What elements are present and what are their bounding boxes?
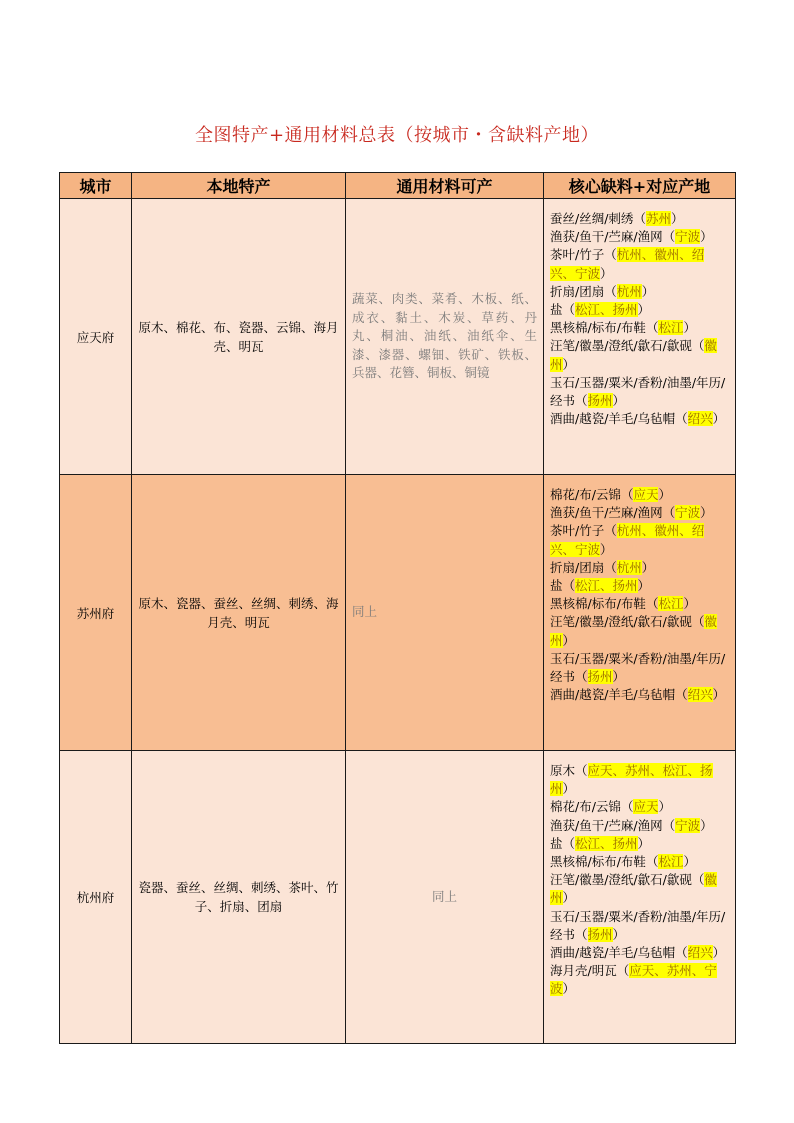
city-cell: 苏州府 (60, 475, 132, 751)
shortage-materials: 折扇/团扇 (550, 283, 605, 299)
shortage-materials: 蚕丝/丝绸/刺绣 (550, 211, 634, 226)
shortage-item: 海月壳/明瓦（应天、苏州、宁波） (550, 963, 717, 997)
shortage-materials: 茶叶/竹子 (550, 247, 605, 263)
header-city: 城市 (60, 173, 132, 199)
shortage-source: 杭州、徽州、绍兴、宁波 (550, 247, 705, 281)
shortage-source: 宁波 (675, 505, 701, 521)
shortage-materials: 茶叶/竹子 (550, 523, 605, 539)
shortage-item: 玉石/玉器/粟米/香粉/油墨/年历/经书（扬州） (550, 374, 726, 409)
shortage-source: 松江 (658, 596, 684, 612)
city-cell: 应天府 (60, 199, 132, 475)
shortage-item: 棉花/布/云锦（应天） (550, 799, 671, 815)
shortage-source: 宁波 (675, 229, 701, 245)
shortage-source: 应天、苏州、松江、扬州 (550, 763, 713, 797)
shortage-source: 松江、扬州 (575, 302, 638, 318)
shortages-cell (544, 475, 736, 751)
shortage-source: 应天 (633, 799, 659, 815)
shortage-materials: 海月壳/明瓦 (550, 963, 617, 979)
table-row (60, 751, 736, 1044)
shortage-materials: 原木 (550, 763, 576, 778)
shortage-materials: 棉花/布/云锦 (550, 799, 621, 815)
shortage-item: 渔获/鱼干/苎麻/渔网（宁波） (550, 229, 713, 245)
shortage-materials: 汪笔/徽墨/澄纸/歙石/歙砚 (550, 338, 692, 354)
shortage-item: 玉石/玉器/粟米/香粉/油墨/年历/经书（扬州） (550, 650, 726, 685)
shortage-source: 松江 (658, 320, 684, 336)
shortage-materials: 玉石/玉器/粟米/香粉/油墨/年历/经书 (550, 374, 726, 409)
specialty-cell: 原木、瓷器、蚕丝、丝绸、刺绣、海月壳、明瓦 (132, 475, 346, 751)
shortage-materials: 黑核棉/标布/布鞋 (550, 854, 646, 870)
shortage-item: 汪笔/徽墨/澄纸/歙石/歙砚（徽州） (550, 872, 717, 906)
table-row (60, 199, 736, 475)
shortage-source: 应天 (633, 487, 659, 502)
shortage-materials: 汪笔/徽墨/澄纸/歙石/歙砚 (550, 872, 692, 888)
shortage-materials: 酒曲/越瓷/羊毛/乌毡帽 (550, 687, 676, 703)
specialty-table (59, 172, 736, 1044)
shortage-materials: 玉石/玉器/粟米/香粉/油墨/年历/经书 (550, 650, 726, 685)
document-title: 全图特产+通用材料总表（按城市・含缺料产地） (194, 125, 600, 146)
shortage-source: 徽州 (550, 614, 717, 648)
shortage-materials: 渔获/鱼干/苎麻/渔网 (550, 505, 663, 521)
shortage-item: 渔获/鱼干/苎麻/渔网（宁波） (550, 505, 713, 521)
shortage-item: 黑核棉/标布/布鞋（松江） (550, 320, 696, 336)
shortage-materials: 酒曲/越瓷/羊毛/乌毡帽 (550, 945, 676, 961)
shortage-source: 杭州、徽州、绍兴、宁波 (550, 523, 705, 557)
table-row (60, 475, 736, 751)
shortage-materials: 黑核棉/标布/布鞋 (550, 596, 646, 612)
shortage-materials: 盐 (550, 835, 563, 851)
shortage-materials: 盐 (550, 578, 563, 594)
header-shortages: 核心缺料+对应产地 (544, 173, 736, 199)
specialty-cell: 原木、棉花、布、瓷器、云锦、海月壳、明瓦 (132, 199, 346, 475)
shortage-source: 徽州 (550, 338, 717, 372)
shortage-source: 绍兴 (687, 687, 713, 703)
shortage-source: 松江 (658, 854, 684, 870)
shortage-source: 杭州 (616, 559, 642, 575)
shortage-materials: 盐 (550, 302, 563, 318)
shortage-item: 原木（应天、苏州、松江、扬州） (550, 763, 713, 797)
shortage-item: 棉花/布/云锦（应天） (550, 487, 671, 502)
shortage-source: 宁波 (675, 817, 701, 833)
shortage-materials: 黑核棉/标布/布鞋 (550, 320, 646, 336)
shortage-item: 酒曲/越瓷/羊毛/乌毡帽（绍兴） (550, 945, 726, 961)
shortage-materials: 酒曲/越瓷/羊毛/乌毡帽 (550, 411, 676, 427)
shortage-item: 茶叶/竹子（杭州、徽州、绍兴、宁波） (550, 523, 705, 557)
shortage-item: 玉石/玉器/粟米/香粉/油墨/年历/经书（扬州） (550, 908, 726, 942)
shortage-source: 杭州 (616, 283, 642, 299)
shortage-materials: 玉石/玉器/粟米/香粉/油墨/年历/经书 (550, 908, 726, 942)
shortage-item: 黑核棉/标布/布鞋（松江） (550, 854, 696, 870)
shortage-item: 酒曲/越瓷/羊毛/乌毡帽（绍兴） (550, 687, 726, 703)
shortage-source: 松江、扬州 (575, 835, 638, 851)
header-general-materials: 通用材料可产 (346, 173, 544, 199)
shortages-cell (544, 199, 736, 475)
shortage-item: 盐（松江、扬州） (550, 302, 651, 318)
general-materials-cell: 同上 (346, 475, 544, 751)
shortage-source: 徽州 (550, 872, 717, 906)
specialty-cell: 瓷器、蚕丝、丝绸、刺绣、茶叶、竹子、折扇、团扇 (132, 751, 346, 1044)
shortage-source: 扬州 (587, 926, 613, 942)
shortage-item: 盐（松江、扬州） (550, 578, 651, 594)
shortage-item: 蚕丝/丝绸/刺绣（苏州） (550, 211, 684, 226)
shortage-item: 汪笔/徽墨/澄纸/歙石/歙砚（徽州） (550, 614, 717, 648)
shortage-item: 黑核棉/标布/布鞋（松江） (550, 596, 696, 612)
shortage-source: 扬州 (587, 669, 613, 685)
shortage-materials: 棉花/布/云锦 (550, 487, 621, 502)
shortage-source: 扬州 (587, 393, 613, 409)
shortage-source: 应天、苏州、宁波 (550, 963, 717, 997)
general-materials-cell: 蔬菜、肉类、菜肴、木板、纸、成衣、黏土、木炭、草药、丹丸、桐油、油纸、油纸伞、生漆、漆器、螺钿、铁矿、铁板、兵器、花簪、铜板、铜镜 (346, 199, 544, 475)
shortage-item: 盐（松江、扬州） (550, 835, 651, 851)
shortage-source: 苏州 (645, 211, 671, 226)
shortage-item: 茶叶/竹子（杭州、徽州、绍兴、宁波） (550, 247, 705, 281)
table-header-row (60, 173, 736, 199)
shortage-materials: 渔获/鱼干/苎麻/渔网 (550, 229, 663, 245)
shortage-item: 汪笔/徽墨/澄纸/歙石/歙砚（徽州） (550, 338, 717, 372)
shortage-item: 折扇/团扇（杭州） (550, 283, 655, 299)
shortage-item: 渔获/鱼干/苎麻/渔网（宁波） (550, 817, 713, 833)
shortage-source: 绍兴 (687, 411, 713, 427)
header-specialty: 本地特产 (132, 173, 346, 199)
shortage-source: 松江、扬州 (575, 578, 638, 594)
shortage-materials: 折扇/团扇 (550, 559, 605, 575)
shortage-item: 折扇/团扇（杭州） (550, 559, 655, 575)
shortage-materials: 渔获/鱼干/苎麻/渔网 (550, 817, 663, 833)
shortage-materials: 汪笔/徽墨/澄纸/歙石/歙砚 (550, 614, 692, 630)
shortage-item: 酒曲/越瓷/羊毛/乌毡帽（绍兴） (550, 411, 726, 427)
shortages-cell (544, 751, 736, 1044)
general-materials-cell: 同上 (346, 751, 544, 1044)
city-cell: 杭州府 (60, 751, 132, 1044)
shortage-source: 绍兴 (687, 945, 713, 961)
